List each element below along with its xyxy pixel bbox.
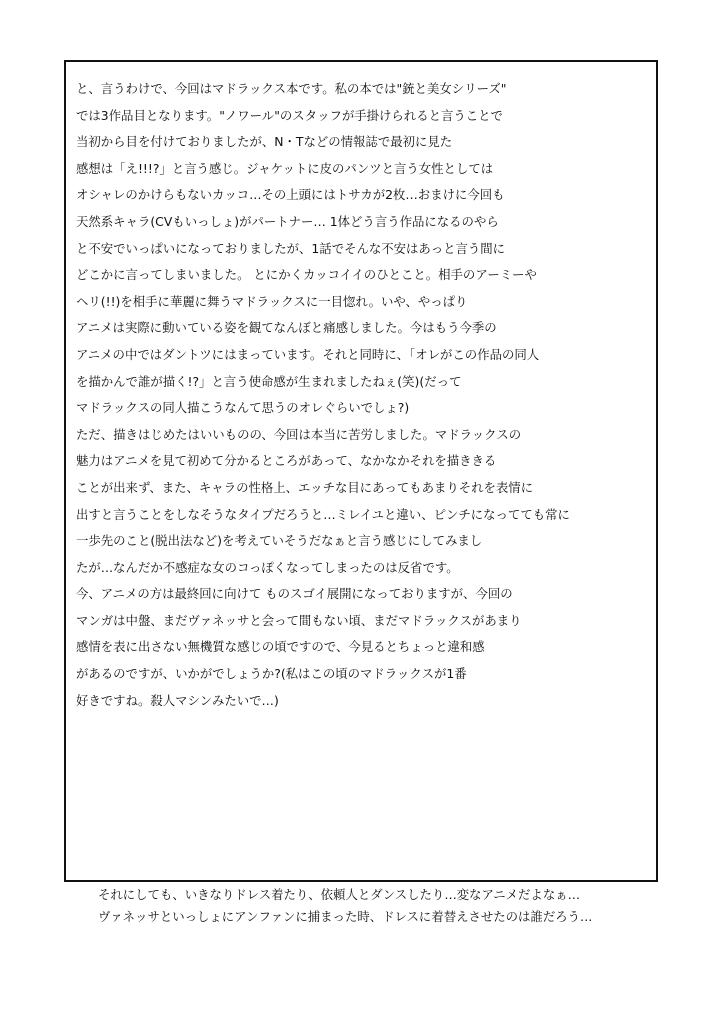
- body-line: 今、アニメの方は最終回に向けて ものスゴイ展開になっておりますが、今回の: [76, 586, 513, 602]
- body-line: ただ、描きはじめたはいいものの、今回は本当に苦労しました。マドラックスの: [76, 426, 522, 442]
- footer-line: それにしても、いきなりドレス着たり、依頼人とダンスしたり…変なアニメだよなぁ…: [98, 887, 580, 902]
- body-line: と不安でいっぱいになっておりましたが、1話でそんな不安はあっと言う間に: [76, 240, 506, 256]
- footer-note: [98, 884, 688, 928]
- body-line: 好きですね。殺人マシンみたいで…): [76, 692, 279, 708]
- body-line: があるのですが、いかがでしょうか?(私はこの頃のマドラックスが1番: [76, 666, 467, 682]
- afterword-body: [76, 76, 656, 714]
- body-line: マンガは中盤、まだヴァネッサと会って間もない頃、まだマドラックスがあまり: [76, 612, 522, 628]
- body-line: 出すと言うことをしなそうなタイプだろうと…ミレイユと違い、ピンチになってても常に: [76, 506, 570, 522]
- body-line: たが…なんだか不感症な女のコっぽくなってしまったのは反省です。: [76, 559, 459, 575]
- body-line: 一歩先のこと(脱出法など)を考えていそうだなぁと言う感じにしてみまし: [76, 533, 483, 549]
- footer-line: ヴァネッサといっしょにアンファンに捕まった時、ドレスに着替えさせたのは誰だろう…: [98, 909, 593, 924]
- body-line: アニメの中ではダントツにはまっています。それと同時に、「オレがこの作品の同人: [76, 346, 540, 362]
- body-line: ことが出来ず、また、キャラの性格上、エッチな目にあってもあまりそれを表情に: [76, 479, 534, 495]
- body-line: ヘリ(!!)を相手に華麗に舞うマドラックスに一目惚れ。いや、やっぱり: [76, 293, 468, 309]
- body-line: マドラックスの同人描こうなんて思うのオレぐらいでしょ?): [76, 400, 410, 416]
- body-line: では3作品目となります。"ノワール"のスタッフが手掛けられると言うことで: [76, 107, 503, 123]
- body-line: と、言うわけで、今回はマドラックス本です。私の本では"銃と美女シリーズ": [76, 81, 507, 96]
- body-line: どこかに言ってしまいました。 とにかくカッコイイのひとこと。相手のアーミーや: [76, 267, 537, 283]
- body-line: アニメは実際に動いている姿を観てなんぼと痛感しました。今はもう今季の: [76, 320, 497, 336]
- body-line: 感想は「え!!!?」と言う感じ。ジャケットに皮のパンツと言う女性としては: [76, 160, 494, 176]
- body-line: 魅力はアニメを見て初めて分かるところがあって、なかなかそれを描ききる: [76, 453, 497, 469]
- body-line: 天然系キャラ(CVもいっしょ)がパートナー… 1体どう言う作品になるのやら: [76, 213, 499, 229]
- body-line: 当初から目を付けておりましたが、N・Tなどの情報誌で最初に見た: [76, 134, 453, 150]
- body-line: 感情を表に出さない無機質な感じの頃ですので、今見るとちょっと違和感: [76, 639, 485, 655]
- body-line: を描かんで誰が描く!?」と言う使命感が生まれましたねぇ(笑)(だって: [76, 373, 462, 389]
- body-line: オシャレのかけらもないカッコ…その上頭にはトサカが2枚…おまけに今回も: [76, 187, 505, 203]
